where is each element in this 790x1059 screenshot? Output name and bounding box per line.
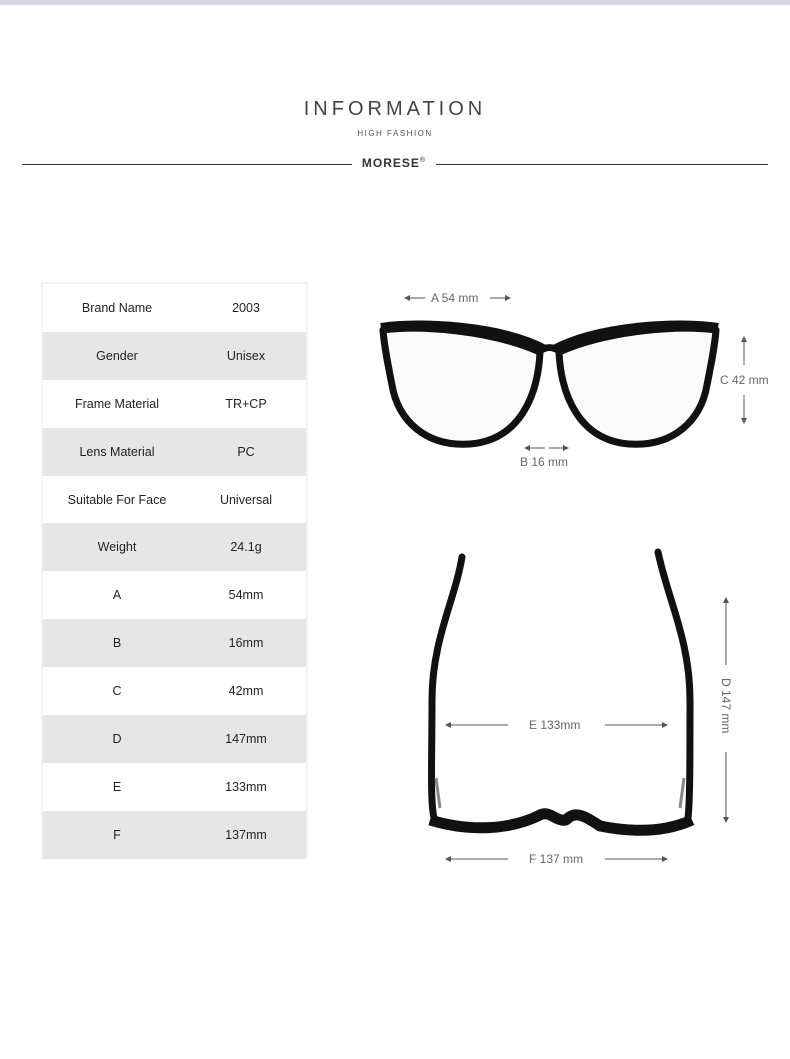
frame-front-top <box>430 814 692 830</box>
spec-label: Frame Material <box>74 396 160 411</box>
hinge-left <box>436 778 440 808</box>
spec-label: Lens Material <box>79 444 155 459</box>
glasses-front-view <box>381 326 718 445</box>
spec-value: 147mm <box>225 731 267 746</box>
spec-value: 54mm <box>228 588 264 603</box>
dimension-e-label: E 133mm <box>529 718 581 732</box>
spec-label: Suitable For Face <box>67 492 167 507</box>
spec-value: Unisex <box>226 348 266 363</box>
page-subtitle: HIGH FASHION <box>357 129 433 138</box>
hinge-right <box>680 778 684 808</box>
spec-value: Universal <box>219 492 273 507</box>
spec-label: Brand Name <box>81 300 153 315</box>
spec-label: Gender <box>96 348 138 363</box>
spec-label: F <box>113 827 121 842</box>
temple-right-top <box>658 552 690 818</box>
dimension-f-label: F 137 mm <box>529 852 584 866</box>
spec-value: 24.1g <box>230 540 262 555</box>
spec-value: 16mm <box>228 636 264 651</box>
spec-value: TR+CP <box>225 396 267 411</box>
spec-value: PC <box>237 444 255 459</box>
lens-right <box>559 328 716 444</box>
spec-value: 137mm <box>225 827 267 842</box>
dimension-d-label: D 147 mm <box>719 678 733 734</box>
spec-value: 2003 <box>232 300 260 315</box>
brand-name: MORESE <box>361 156 420 170</box>
dimension-b-label: B 16 mm <box>520 455 569 469</box>
spec-label: B <box>112 636 122 651</box>
spec-value: 42mm <box>228 684 264 699</box>
glasses-top-view <box>430 552 692 830</box>
spec-label: E <box>112 779 122 794</box>
spec-label: D <box>112 731 122 746</box>
dimension-c-label: C 42 mm <box>720 373 769 387</box>
registered-mark: ® <box>419 157 427 164</box>
dimension-a-label: A 54 mm <box>431 291 479 305</box>
spec-label: A <box>112 588 122 603</box>
spec-value: 133mm <box>225 779 267 794</box>
page-title: INFORMATION <box>303 98 487 120</box>
spec-label: Weight <box>97 540 137 555</box>
lens-left <box>383 328 540 444</box>
spec-label: C <box>112 684 122 699</box>
